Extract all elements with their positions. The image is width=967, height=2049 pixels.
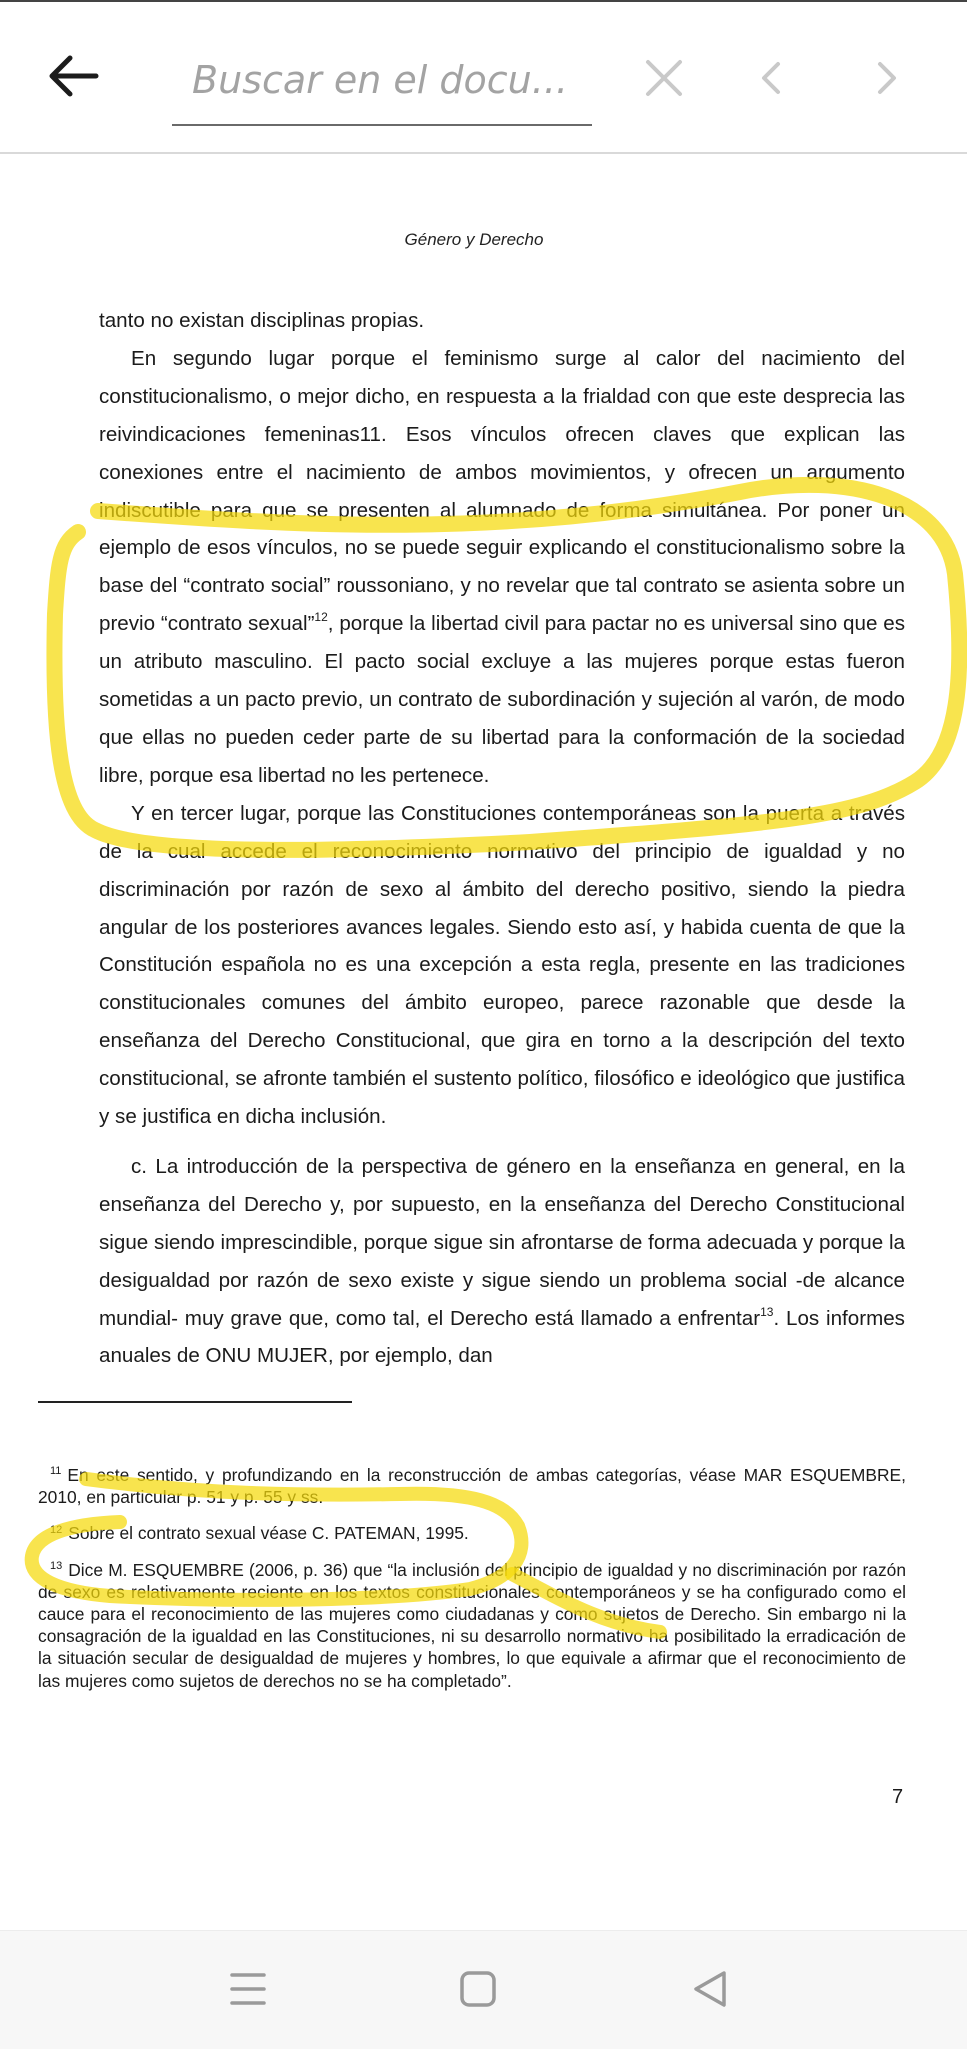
back-button[interactable]: [44, 50, 104, 102]
arrow-left-icon: [44, 50, 104, 102]
running-head: Género y Derecho: [404, 230, 544, 249]
back-triangle-icon: [684, 1963, 736, 2015]
footnote-number: 13: [50, 1559, 63, 1572]
footnote-text: En este sentido, y profundizando en la reconstrucción de ambas categorías, véase MAR ESQUEMBRE, 2010, en particular p. 51 y p. 55 y ss.: [38, 1465, 906, 1508]
paragraph-4-text: c. La introducción de la perspectiva de género en la enseñanza en general, en la enseñanza del Derecho y, por supuesto, en la enseñanza del Derecho Constitucional sigue siendo imprescindible, porque sigue sin afrontarse de forma adecuada y porque la desigualdad por razón de sexo existe y sigue siendo un problema social -de alcance mundial- muy grave que, como tal, el Derecho está llamado a enfrentar: [99, 1154, 905, 1330]
chevron-left-icon: [744, 50, 800, 106]
search-toolbar: [0, 0, 967, 154]
footnote-ref-13[interactable]: 13: [760, 1304, 774, 1319]
close-icon: [636, 50, 692, 106]
system-back-button[interactable]: [684, 1963, 736, 2015]
body-text: [99, 302, 905, 1375]
navigation-bar: [0, 1930, 967, 2049]
footnote-11: [38, 1464, 906, 1508]
search-field: [172, 48, 592, 126]
footnote-text: Dice M. ESQUEMBRE (2006, p. 36) que “la inclusión del principio de igualdad y no discriminación por razón de sexo es relativamente reciente en los textos constitucionales contemporáneos y se ha configurado como el cauce para el reconocimiento de las mujeres como ciudadanas y como sujetos de Derecho. Sin embargo ni la consagración de la igualdad en las Constituciones, ni su desarrollo normativo ha posibilitado la erradicación de la situación secular de desigualdad de mujeres y hombres, lo que equivale a afirmar que el reconocimiento de las mujeres como sujetos de derechos no se ha completado”.: [38, 1559, 906, 1691]
chevron-right-icon: [858, 50, 914, 106]
footnote-text: Sobre el contrato sexual véase C. PATEMAN, 1995.: [68, 1523, 469, 1544]
recent-apps-button[interactable]: [222, 1963, 274, 2015]
footnote-separator: [38, 1401, 352, 1403]
page-number: 7: [892, 1786, 904, 1808]
footnote-12: [38, 1522, 906, 1544]
paragraph-3: Y en tercer lugar, porque las Constituciones contemporáneas son la puerta a través de la cual accede el reconocimiento normativo del principio de igualdad y no discriminación por razón de sexo al ámbito del derecho positivo, siendo la piedra angular de los posteriores avances legales. Siendo esto así, y habida cuenta de que la Constitución española no es una excepción a esta regla, presente en las tradiciones constitucionales comunes del ámbito europeo, parece razonable que desde la enseñanza del Derecho Constitucional, que gira en torno a la descripción del texto constitucional, se afronte también el sustento político, filosófico e ideológico que justifica y se justifica en dicha inclusión.: [99, 801, 905, 1129]
footnote-number: 11: [50, 1465, 62, 1478]
next-result-button[interactable]: [858, 50, 914, 106]
footnote-13: [38, 1559, 906, 1692]
paragraph-2-continuation: , porque la libertad civil para pactar no es universal sino que es un atributo masculino. El pacto social excluye a las mujeres porque estas fueron sometidas a un pacto previo, un contrato de subordinación y sujeción al varón, de modo que ellas no pueden ceder parte de su libertad para la conformación de la sociedad libre, porque esa libertad no les pertenece.: [99, 612, 905, 787]
previous-result-button[interactable]: [744, 50, 800, 106]
footnote-number: 12: [50, 1523, 63, 1536]
paragraph-4-continuation: . Los informes anuales de ONU MUJER, por ejemplo, dan: [99, 1306, 905, 1368]
document-page[interactable]: [0, 154, 967, 1930]
paragraph-2: [99, 340, 905, 795]
paragraph-4: [99, 1148, 905, 1375]
paragraph-2-text: En segundo lugar porque el feminismo surge al calor del nacimiento del constitucionalismo, o mejor dicho, en respuesta a la frialdad con que este desprecia las reivindicaciones femeninas11. Esos vínculos ofrecen claves que explican las conexiones entre el nacimiento de ambos movimientos, y ofrecen un argumento indiscutible para que se presenten al alumnado de forma simultánea. Por poner un ejemplo de esos vínculos, no se puede seguir explicando el constitucionalismo sobre la base del “contrato social” roussoniano, y no revelar que tal contrato se asienta sobre un previo “contrato sexual”: [99, 346, 905, 636]
recent-apps-icon: [222, 1963, 274, 2015]
footnote-ref-12[interactable]: 12: [314, 610, 328, 625]
search-input[interactable]: [172, 48, 592, 112]
home-button[interactable]: [452, 1963, 504, 2015]
paragraph-1: tanto no existan disciplinas propias.: [99, 309, 425, 332]
home-icon: [452, 1963, 504, 2015]
clear-search-button[interactable]: [636, 50, 692, 106]
footnotes: [38, 1464, 906, 1692]
status-bar-edge: [0, 0, 967, 2]
